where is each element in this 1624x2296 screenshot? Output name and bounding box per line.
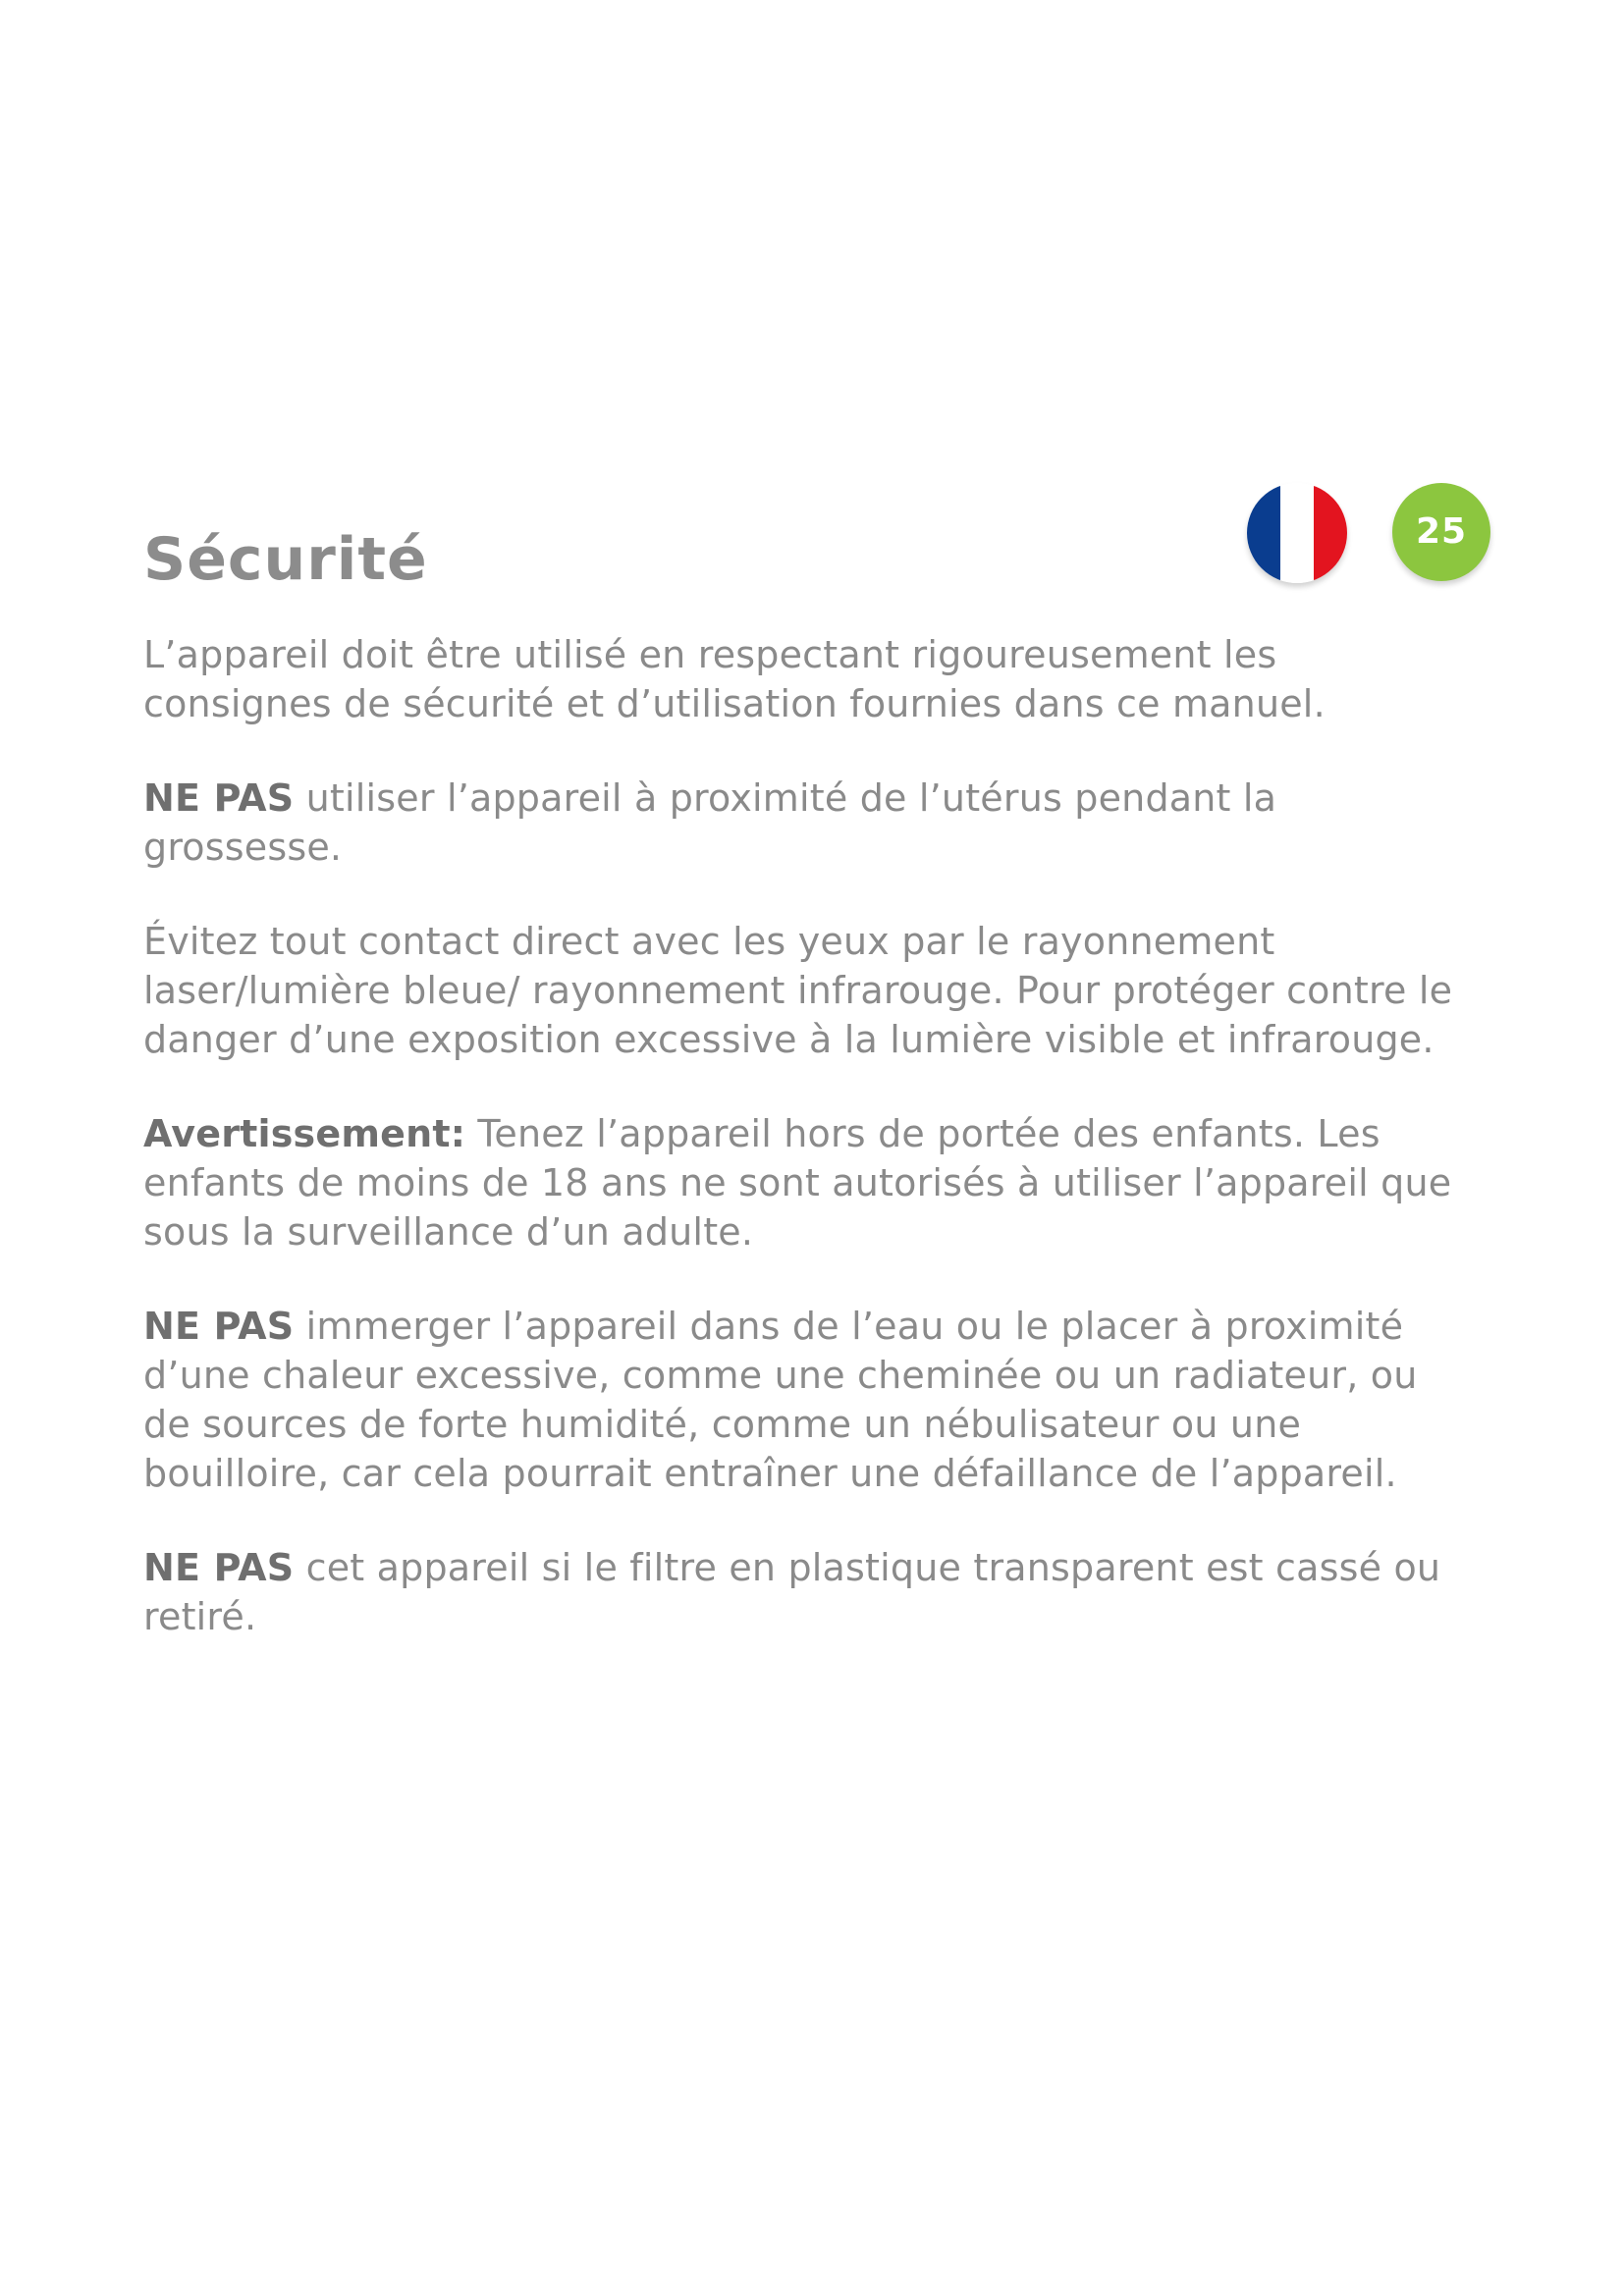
warning-emphasis: NE PAS [143, 1546, 295, 1589]
safety-content [143, 630, 1469, 1686]
warning-emphasis: Avertissement: [143, 1112, 466, 1155]
flag-stripe-red [1314, 483, 1347, 583]
paragraph-water-heat [143, 1302, 1469, 1498]
paragraph-text: cet appareil si le filtre en plastique transparent est cassé ou retiré. [143, 1546, 1441, 1638]
france-flag-icon [1247, 483, 1347, 583]
warning-emphasis: NE PAS [143, 776, 295, 820]
page-number-badge: 25 [1392, 483, 1490, 581]
page-title: Sécurité [143, 525, 428, 594]
paragraph-filter [143, 1543, 1469, 1641]
flag-stripe-blue [1247, 483, 1280, 583]
paragraph-pregnancy [143, 774, 1469, 872]
paragraph-eye-contact [143, 917, 1469, 1064]
paragraph-text: L’appareil doit être utilisé en respectant rigoureusement les consignes de sécurité et d’utilisation fournies dans ce manuel. [143, 633, 1326, 725]
paragraph-text: Évitez tout contact direct avec les yeux par le rayonnement laser/lumière bleue/ rayonnement infrarouge. Pour protéger contre le danger d’une exposition excessive à la lumière visible et infrarouge. [143, 920, 1453, 1061]
flag-stripe-white [1280, 483, 1314, 583]
paragraph-children-warning [143, 1109, 1469, 1256]
paragraph-usage [143, 630, 1469, 728]
paragraph-text: Tenez l’appareil hors de portée des enfants. Les enfants de moins de 18 ans ne sont autorisés à utiliser l’appareil que sous la surveillance d’un adulte. [143, 1112, 1452, 1254]
warning-emphasis: NE PAS [143, 1305, 295, 1348]
paragraph-text: immerger l’appareil dans de l’eau ou le placer à proximité d’une chaleur excessive, comme une cheminée ou un radiateur, ou de sources de forte humidité, comme un nébulisateur ou une bouilloire, car cela pourrait entraîner une défaillance de l’appareil. [143, 1305, 1418, 1495]
paragraph-text: utiliser l’appareil à proximité de l’utérus pendant la grossesse. [143, 776, 1277, 869]
